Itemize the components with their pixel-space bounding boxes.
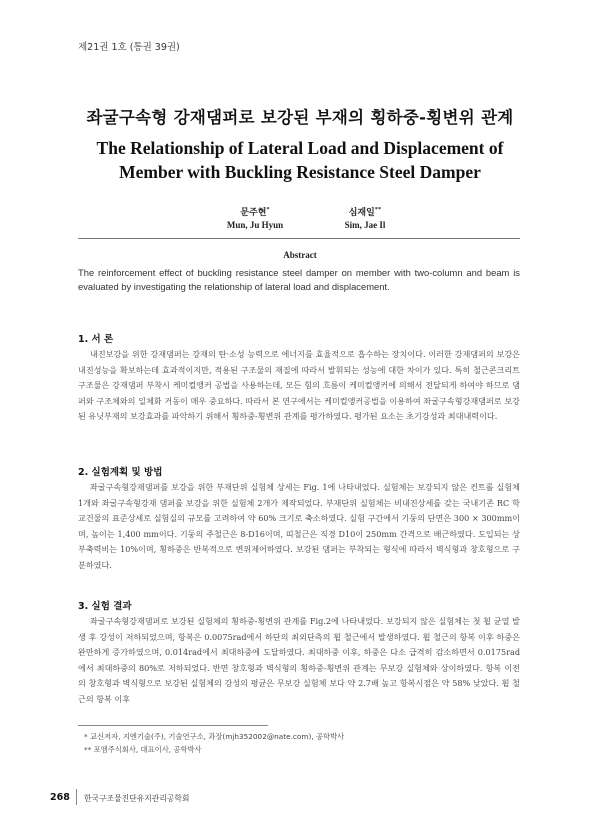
page-number: 268 [50,792,70,803]
footnote-2-mark: ** [84,745,92,754]
section-3-paragraph: 좌굴구속형강재댐퍼로 보강된 실험체의 횡하중-횡변위 관계를 Fig.2에 나타내었다. 보강되지 않은 실험체는 첫 휨 균열 발생 후 강성이 저하되었으며, 항복은 0.0075rad에서 하단의 최외단측의 휨 철근에서 발생하였다. 휨 철근의 항복 이후 하중은 완만하게 증가하였으며, 0.014rad에서 최대하중에 도달하였다. 최대하중 이후, 하중은 다소 급격히 감소하면서 0.0175rad에서 최대하중의 80%로 저하되었다. 반면 창호형과 벽식형의 횡하중-횡변위 관계는 무보강 실험체와 상이하였다. 항복 이전의 창호형과 벽식형으로 보강된 실험체의 강성의 평균은 무보강 실험체 보다 약 2.7배 높고 항복시점은 약 58% 낮았다. 휨 철근의 항복 이후 [78,616,520,704]
footnote-1-text: 교신저자, 지엔기술(주), 기술연구소, 과장(mjh352002@nate.com), 공학박사 [89,732,345,741]
footer-separator [76,789,77,805]
author-1 [215,203,295,232]
title-english [0,136,600,184]
footnote-1 [84,731,514,743]
journal-volume-header: 제21권 1호 (통권 39권) [78,42,180,53]
section-2-heading: 2. 실험계획 및 방법 [78,467,163,478]
footnote-2-text: 포엠주식회사, 대표이사, 공학박사 [93,745,202,754]
author-2 [325,203,405,232]
footnote-1-mark: * [84,732,88,741]
author-2-name-en: Sim, Jae Il [344,220,386,230]
author-2-name-ko: 심재일 [348,207,375,217]
section-1-paragraph: 내진보강을 위한 강재댐퍼는 강재의 탄·소성 능력으로 에너지를 효율적으로 흡수하는 장치이다. 이러한 강재댐퍼의 보강은 내진성능을 확보하는데 효과적이지만, 적용된 구조물의 재질에 따라서 발휘되는 성능에 대한 차이가 있다. 특히 철근콘크리트 구조물은 강재댐퍼 부착시 케미컬앵커 공법을 사용하는데, 모든 힘의 흐름이 케미컬앵커에 의해서 전달되게 하여야 하므로 댐퍼와 구조체와의 일체화 거동이 매우 중요하다. 따라서 본 연구에서는 케미컬앵커공법을 이용하여 좌굴구속형강재댐퍼로 보강된 유닛부재의 보강효과를 파악하기 위해서 횡하중-횡변위 관계를 평가하였다. 평가된 요소는 초기강성과 최대내력이다. [78,349,520,422]
title-divider [78,238,520,239]
footnote-divider [78,725,268,726]
author-1-mark: * [266,206,270,213]
abstract-text: The reinforcement effect of buckling resistance steel damper on member with two-column and beam is evaluated by investigating the relationship of lateral load and displacement. [78,267,520,292]
title-english-line-1: The Relationship of Lateral Load and Displacement of [96,138,504,158]
title-english-line-2: Member with Buckling Resistance Steel Damper [119,162,481,182]
author-1-name-en: Mun, Ju Hyun [226,220,284,230]
author-1-name-ko: 문주현 [240,207,267,217]
author-2-mark: ** [374,206,382,213]
section-3-heading: 3. 실험 결과 [78,601,132,612]
abstract-heading: Abstract [283,250,317,260]
journal-name: 한국구조물진단유지관리공학회 [84,794,190,803]
section-1-heading: 1. 서 론 [78,334,114,345]
title-korean: 좌굴구속형 강재댐퍼로 보강된 부재의 횡하중-횡변위 관계 [86,108,514,127]
section-2-paragraph: 좌굴구속형강재댐퍼를 보강을 위한 부재단위 실험체 상세는 Fig. 1에 나타내었다. 실험체는 보강되지 않은 컨트롤 실험체 1개와 좌굴구속형강재 댐퍼를 보강을 위한 실험체 2개가 제작되었다. 부재단위 실험체는 비내진상세를 갖는 국내기존 RC 학교건물의 표준상세로 실험실의 규모를 고려하여 약 60% 크기로 축소하였다. 실험 구간에서 기둥의 단면은 300 × 300mm이며, 높이는 1,400 mm이다. 기둥의 주철근은 8-D16이며, 띠철근은 직경 D10이 250mm 간격으로 배근하였다. 도입되는 상부축력비는 10%이며, 횡하중은 반복적으로 변위제어하였다. 보강된 댐퍼는 부착되는 형식에 따라서 벽식형과 창호형으로 구분하였다. [78,482,520,570]
footnote-2 [84,744,514,756]
